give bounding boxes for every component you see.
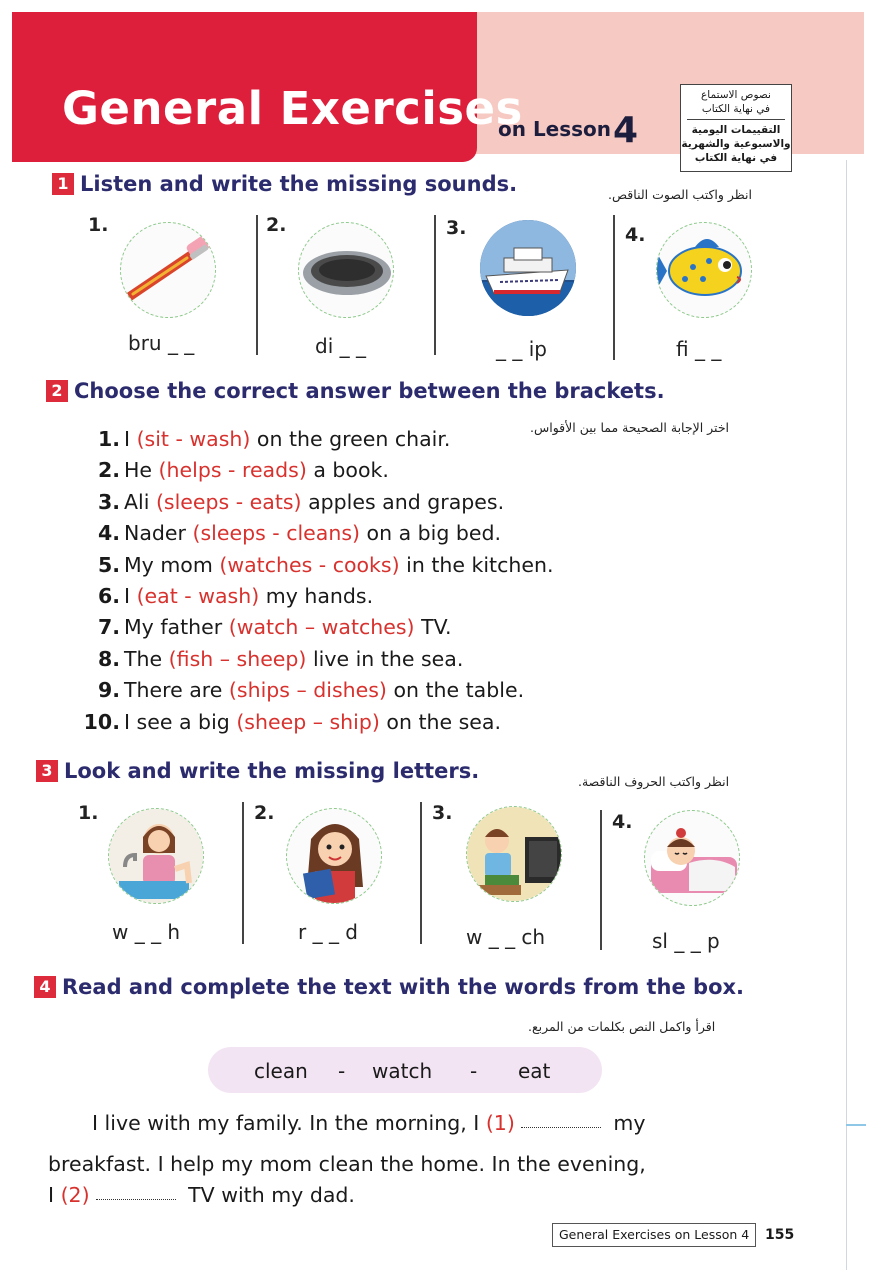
girl-washing-icon	[108, 808, 204, 904]
list-item	[78, 455, 638, 486]
sentence-text: I	[124, 584, 137, 609]
word-box-word: clean	[254, 1059, 308, 1083]
list-item	[78, 550, 638, 581]
exercise-number-badge: 3	[36, 760, 58, 782]
arabic-note-top	[687, 88, 785, 120]
exercise-title: Read and complete the text with the words from the box.	[62, 975, 745, 999]
list-item	[78, 644, 638, 675]
word-box-separator: -	[470, 1059, 478, 1083]
missing-letters-word: r _ _ d	[298, 920, 358, 944]
sentence-text: live in the sea.	[306, 646, 464, 671]
exercise-4-heading	[34, 975, 744, 999]
girl-reading-icon	[286, 808, 382, 904]
sentence-text: The	[124, 646, 169, 671]
item-number: 3.	[432, 802, 453, 824]
item-number: 2.	[254, 802, 275, 824]
list-item	[78, 675, 638, 706]
text-segment: I live with my family. In the morning, I	[92, 1111, 486, 1135]
answer-choices[interactable]: (sit - wash)	[136, 427, 251, 451]
list-item	[78, 612, 638, 643]
answer-choices[interactable]: (eat - wash)	[136, 584, 260, 609]
lesson-number: 4	[613, 110, 639, 151]
word-box	[208, 1047, 602, 1093]
sentence-text: apples and grapes.	[301, 489, 505, 514]
word-box-separator: -	[338, 1059, 346, 1083]
sentence-text: on the green chair.	[250, 427, 451, 451]
list-item	[78, 707, 638, 738]
sentence-text: Ali	[124, 489, 156, 514]
answer-choices[interactable]: (watch – watches)	[228, 615, 415, 640]
sentence-text: I	[124, 427, 137, 451]
sentence-text: There are	[124, 678, 229, 703]
page-title: General Exercises	[62, 82, 523, 135]
sentence-text: on the sea.	[379, 709, 501, 734]
fish-icon	[656, 222, 752, 318]
exercise-1-arabic-instruction: انظر واكتب الصوت الناقص.	[608, 187, 753, 202]
column-divider	[613, 215, 615, 360]
list-item	[78, 581, 638, 612]
word-box-word: eat	[518, 1059, 551, 1083]
missing-letters-word: sl _ _ p	[652, 929, 720, 953]
exercise-3-arabic-instruction: انظر واكتب الحروف الناقصة.	[578, 774, 730, 789]
girl-sleeping-icon	[644, 810, 740, 906]
exercise-number-badge: 2	[46, 380, 68, 402]
answer-choices[interactable]: (fish – sheep)	[168, 646, 307, 671]
exercise-title: Choose the correct answer between the brackets.	[74, 379, 665, 403]
item-number: 2.	[266, 214, 287, 236]
sentence-text: My father	[124, 615, 229, 640]
item-number: 3.	[446, 217, 467, 239]
item-number: 2.	[97, 458, 120, 483]
sentence-text: TV.	[414, 615, 452, 640]
exercise-2-arabic-instruction: اختر الإجابة الصحيحة مما بين الأقواس.	[530, 420, 730, 435]
exercise-1-heading	[52, 172, 517, 196]
item-number: 4.	[612, 811, 633, 833]
sentence-text: a book.	[306, 458, 389, 483]
answer-choices[interactable]: (watches - cooks)	[219, 552, 400, 577]
dish-icon	[298, 222, 394, 318]
sentence-text: I see a big	[124, 709, 237, 734]
lesson-label	[498, 104, 639, 151]
missing-sound-word: fi _ _	[676, 337, 722, 361]
exercise-number-badge: 4	[34, 976, 56, 998]
sentence-text: in the kitchen.	[399, 552, 554, 577]
column-divider	[242, 802, 244, 944]
item-number: 4.	[97, 521, 120, 546]
sentence-text: on a big bed.	[360, 521, 502, 546]
page-edge-line	[846, 160, 847, 1270]
item-number: 1.	[97, 427, 120, 451]
item-number: 9.	[97, 678, 120, 703]
exercise-3-heading	[36, 759, 479, 783]
text-line	[92, 1111, 645, 1135]
sentence-text: on the table.	[386, 678, 525, 703]
blank-field[interactable]	[521, 1127, 601, 1128]
column-divider	[434, 215, 436, 355]
arabic-note-line: والاسبوعية والشهرية	[681, 138, 791, 150]
item-number: 7.	[97, 615, 120, 640]
blank-number: (1)	[485, 1111, 515, 1135]
answer-choices[interactable]: (helps - reads)	[158, 458, 307, 483]
answer-choices[interactable]: (ships – dishes)	[228, 678, 387, 703]
boy-watching-tv-icon	[466, 806, 562, 902]
item-number: 5.	[97, 552, 120, 577]
arabic-note-line: في نهاية الكتاب	[694, 152, 778, 164]
blank-field[interactable]	[96, 1199, 176, 1200]
list-item	[78, 424, 638, 455]
exercise-title: Listen and write the missing sounds.	[80, 172, 518, 196]
missing-letters-word: w _ _ ch	[466, 925, 546, 949]
text-line	[48, 1183, 355, 1207]
missing-sound-word: bru _ _	[128, 331, 195, 355]
column-divider	[256, 215, 258, 355]
sentence-text: He	[124, 458, 159, 483]
list-item	[78, 487, 638, 518]
arabic-note-bottom	[681, 120, 791, 165]
exercise-4-arabic-instruction: اقرأ واكمل النص بكلمات من المربع.	[528, 1019, 716, 1034]
page-number: 155	[765, 1227, 795, 1243]
ship-icon	[480, 220, 576, 316]
item-number: 4.	[625, 224, 646, 246]
answer-choices[interactable]: (sheep – ship)	[236, 709, 380, 734]
answer-choices[interactable]: (sleeps - eats)	[155, 489, 302, 514]
arabic-note-line: التقييمات اليومية	[691, 124, 781, 136]
missing-sound-word: _ _ ip	[496, 337, 547, 361]
footer-label: General Exercises on Lesson 4	[552, 1223, 756, 1247]
choose-answer-list	[78, 424, 638, 738]
item-number: 3.	[97, 489, 120, 514]
item-number: 1.	[78, 802, 99, 824]
missing-sound-word: di _ _	[315, 334, 366, 358]
item-number: 10.	[83, 709, 120, 734]
text-segment: TV with my dad.	[181, 1183, 355, 1207]
arabic-note-box	[680, 84, 792, 172]
missing-letters-word: w _ _ h	[112, 920, 181, 944]
exercise-number-badge: 1	[52, 173, 74, 195]
item-number: 1.	[88, 214, 109, 236]
toothbrush-icon	[120, 222, 216, 318]
sentence-text: my hands.	[259, 584, 374, 609]
list-item	[78, 518, 638, 549]
blank-number: (2)	[60, 1183, 90, 1207]
arabic-note-line: نصوص الاستماع	[701, 89, 771, 101]
answer-choices[interactable]: (sleeps - cleans)	[192, 521, 361, 546]
word-box-word: watch	[372, 1059, 433, 1083]
exercise-2-heading	[46, 379, 665, 403]
sentence-text: Nader	[124, 521, 193, 546]
column-divider	[420, 802, 422, 944]
item-number: 8.	[97, 646, 120, 671]
column-divider	[600, 810, 602, 950]
page-edge-tick	[846, 1124, 866, 1126]
text-segment: my	[606, 1111, 646, 1135]
item-number: 6.	[97, 584, 120, 609]
sentence-text: My mom	[124, 552, 220, 577]
exercise-title: Look and write the missing letters.	[64, 759, 480, 783]
text-line: breakfast. I help my mom clean the home. In the evening,	[48, 1152, 646, 1176]
text-segment: I	[48, 1183, 61, 1207]
arabic-note-line: في نهاية الكتاب	[701, 103, 771, 115]
lesson-label-text: on Lesson	[498, 117, 612, 141]
